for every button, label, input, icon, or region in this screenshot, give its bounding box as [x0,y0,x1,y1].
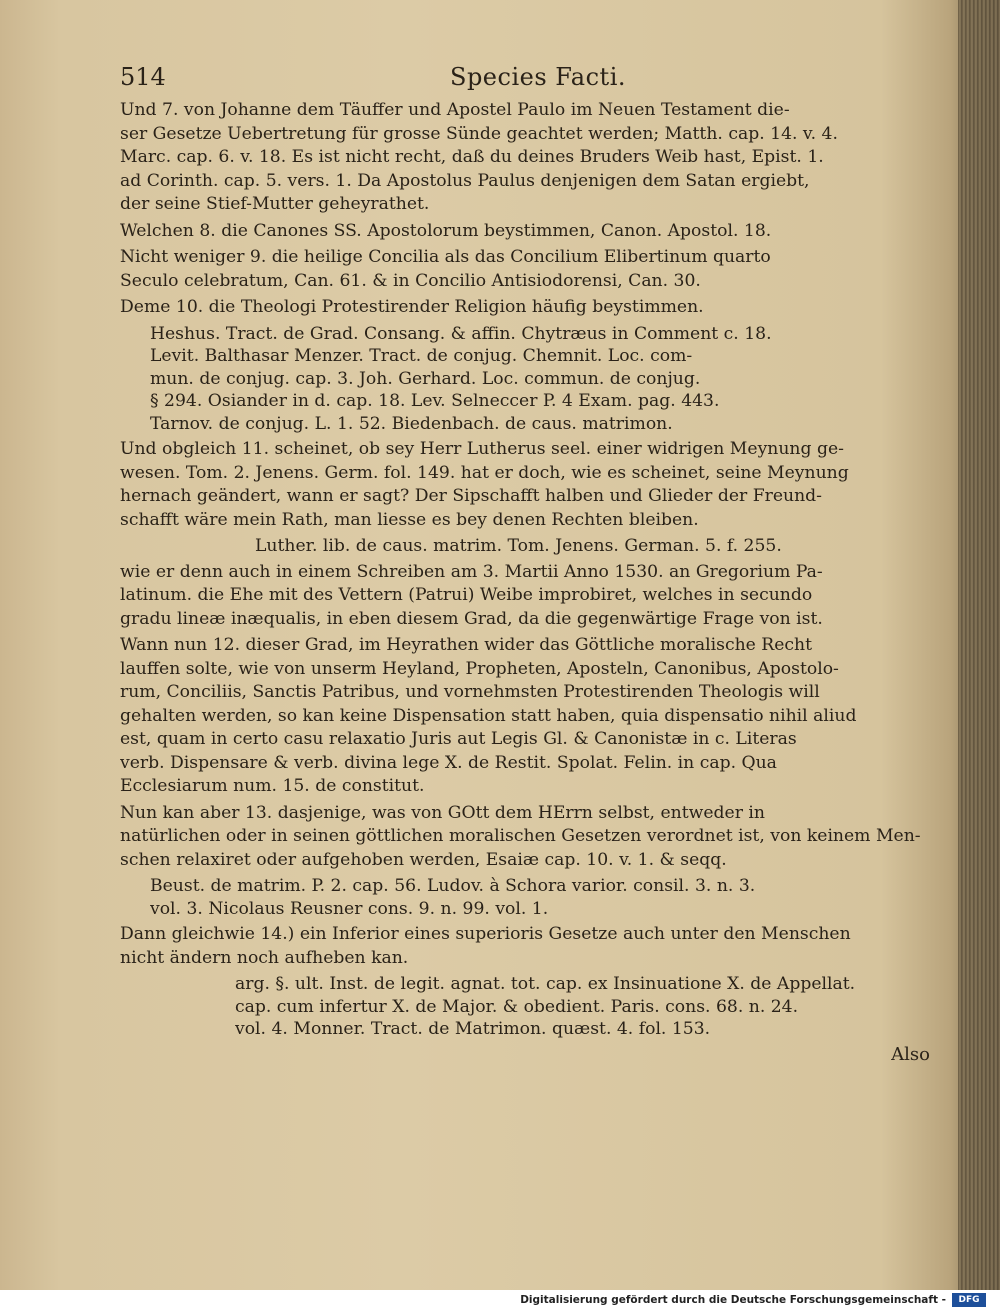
text-line: rum, Conciliis, Sanctis Patribus, und vornehmsten Protestirenden Theologis will [120,682,820,702]
citation-line: arg. §. ult. Inst. de legit. agnat. tot. cap. ex Insinuatione X. de Appellat. [235,974,856,994]
paragraph-5 [120,438,940,532]
text-line: Seculo celebratum, Can. 61. & in Concilio Antisiodorensi, Can. 30. [120,270,701,291]
text-line: Ecclesiarum num. 15. de constitut. [120,776,425,796]
text-line: Und 7. von Johanne dem Täuffer und Apostel Paulo im Neuen Testament die- [120,100,790,120]
citation-block-1 [120,323,940,436]
text-line: wie er denn auch in einem Schreiben am 3. Martii Anno 1530. an Gregorium Pa- [120,561,823,582]
text-line: verb. Dispensare & verb. divina lege X. de Restit. Spolat. Felin. in cap. Qua [120,752,777,773]
text-line: Und obgleich 11. scheinet, ob sey Herr Lutherus seel. einer widrigen Meynung ge- [120,439,844,459]
text-line: schafft wäre mein Rath, man liesse es bey denen Rechten bleiben. [120,509,699,530]
page-header [120,55,940,99]
text-line: Wann nun 12. dieser Grad, im Heyrathen wider das Göttliche moralische Recht [120,635,813,655]
text-line: hernach geändert, wann er sagt? Der Sipschafft halben und Glieder der Freund- [120,486,822,506]
text-line: Marc. cap. 6. v. 18. Es ist nicht recht, daß du deines Bruders Weib hast, Epist. 1. [120,147,824,167]
running-title: Species Facti. [450,63,626,91]
page-number: 514 [120,63,166,91]
citation-line: vol. 4. Monner. Tract. de Matrimon. quæst. 4. fol. 153. [235,1019,711,1039]
text-line: lauffen solte, wie von unserm Heyland, Propheten, Aposteln, Canonibus, Apostolo- [120,658,839,679]
citation-block-2 [120,535,940,558]
text-line: Nun kan aber 13. dasjenige, was von GOtt dem HErrn selbst, entweder in [120,802,765,823]
page [120,55,940,1065]
text-line: gradu lineæ inæqualis, in eben diesem Grad, da die gegenwärtige Frage von ist. [120,608,823,629]
text-line: wesen. Tom. 2. Jenens. Germ. fol. 149. hat er doch, wie es scheinet, seine Meynung [120,462,849,483]
page-edge [958,0,1000,1290]
paragraph-6 [120,561,940,632]
text-line: Dann gleichwie 14.) ein Inferior eines superioris Gesetze auch unter den Menschen [120,924,851,944]
citation-line: Heshus. Tract. de Grad. Consang. & affin. Chytræus in Comment c. 18. [150,323,772,344]
footer-text: Digitalisierung gefördert durch die Deutsche Forschungsgemeinschaft - [520,1294,946,1306]
citation-line: Levit. Balthasar Menzer. Tract. de conjug. Chemnit. Loc. com- [150,346,693,366]
paragraph-3 [120,246,940,293]
citation-line: Beust. de matrim. P. 2. cap. 56. Ludov. à Schora varior. consil. 3. n. 3. [150,876,756,896]
footer-bar [0,1290,1000,1311]
text-line: ad Corinth. cap. 5. vers. 1. Da Apostolus Paulus denjenigen dem Satan ergiebt, [120,170,810,191]
paragraph-7 [120,634,940,799]
citation-line: Luther. lib. de caus. matrim. Tom. Jenens. German. 5. f. 255. [255,536,782,556]
paragraph-2 [120,220,940,244]
citation-line: vol. 3. Nicolaus Reusner cons. 9. n. 99. vol. 1. [150,898,549,919]
citation-block-3 [120,875,940,920]
text-line: Nicht weniger 9. die heilige Concilia als das Concilium Elibertinum quarto [120,247,771,267]
citation-block-4 [120,973,940,1041]
citation-line: cap. cum infertur X. de Major. & obedient. Paris. cons. 68. n. 24. [235,996,799,1017]
text-line: est, quam in certo casu relaxatio Juris aut Legis Gl. & Canonistæ in c. Literas [120,729,797,749]
text-line: Welchen 8. die Canones SS. Apostolorum beystimmen, Canon. Apostol. 18. [120,220,772,241]
text-line: Deme 10. die Theologi Protestirender Religion häufig beystimmen. [120,297,704,317]
catchword: Also [891,1043,930,1065]
text-line: ser Gesetze Uebertretung für grosse Sünde geachtet werden; Matth. cap. 14. v. 4. [120,123,838,144]
citation-line: mun. de conjug. cap. 3. Joh. Gerhard. Loc. commun. de conjug. [150,368,701,389]
text-line: nicht ändern noch aufheben kan. [120,947,409,968]
text-line: schen relaxiret oder aufgehoben werden, Esaiæ cap. 10. v. 1. & seqq. [120,849,727,870]
paragraph-9 [120,923,940,970]
text-line: natürlichen oder in seinen göttlichen moralischen Gesetzen verordnet ist, von keinem Men- [120,826,921,846]
text-line: gehalten werden, so kan keine Dispensation statt haben, quia dispensatio nihil aliud [120,705,857,726]
paragraph-8 [120,802,940,873]
citation-line: Tarnov. de conjug. L. 1. 52. Biedenbach. de caus. matrimon. [150,413,673,434]
citation-line: § 294. Osiander in d. cap. 18. Lev. Selneccer P. 4 Exam. pag. 443. [150,391,720,411]
dfg-logo: DFG [952,1293,986,1307]
text-line: latinum. die Ehe mit des Vettern (Patrui) Weibe improbiret, welches in secundo [120,585,813,605]
text-line: der seine Stief-Mutter geheyrathet. [120,194,430,214]
paragraph-4 [120,296,940,320]
paragraph-1 [120,99,940,217]
